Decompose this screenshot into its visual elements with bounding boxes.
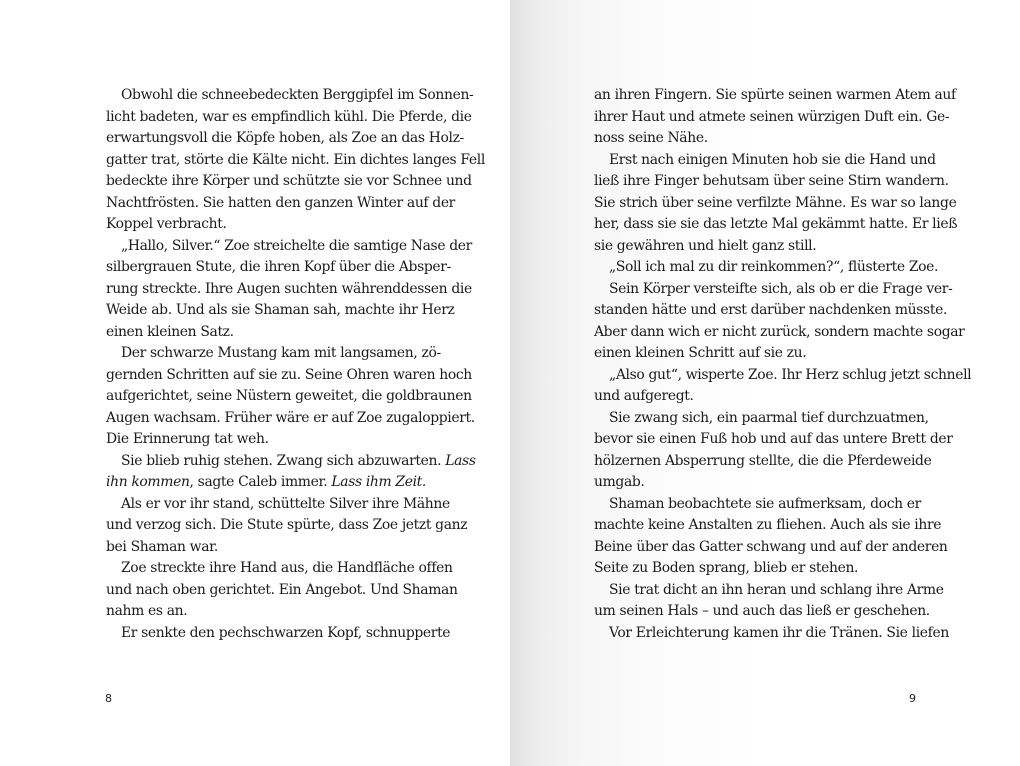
text-line: Erst nach einigen Minuten hob sie die Hand und — [609, 151, 936, 168]
italic-text: ihn kommen — [106, 474, 190, 490]
text-line: noss seine Nähe. — [594, 130, 708, 146]
text-line: bevor sie einen Fuß hob und auf das untere Brett der — [594, 431, 953, 447]
text-line: rung streckte. Ihre Augen suchten währenddessen die — [106, 280, 472, 297]
text-line: licht badeten, war es empfindlich kühl. Die Pferde, die — [106, 108, 472, 125]
text-line: Nachtfrösten. Sie hatten den ganzen Winter auf der — [106, 194, 455, 211]
text-line: erwartungsvoll die Köpfe hoben, als Zoe an das Holz- — [106, 130, 464, 146]
right-page — [510, 0, 1020, 766]
page-number-left: 8 — [105, 692, 112, 705]
text-line: gernden Schritten auf sie zu. Seine Ohren waren hoch — [106, 366, 472, 383]
text-line: Er senkte den pechschwarzen Kopf, schnupperte — [121, 624, 451, 641]
text-line: Obwohl die schneebedeckten Berggipfel im Sonnen- — [121, 87, 474, 103]
text-line: gatter trat, störte die Kälte nicht. Ein dichtes langes Fell — [106, 151, 485, 168]
right-page-text — [594, 85, 972, 644]
text-line: ließ ihre Finger behutsam über seine Stirn wandern. — [594, 173, 949, 189]
text-line: bedeckte ihre Körper und schützte sie vor Schnee und — [106, 173, 472, 189]
text-segment: , sagte Caleb immer. — [189, 474, 328, 490]
text-line: „Soll ich mal zu dir reinkommen?“, flüsterte Zoe. — [609, 259, 939, 275]
text-line: und nach oben gerichtet. Ein Angebot. Und Shaman — [106, 581, 458, 598]
text-line: Die Erinnerung tat weh. — [106, 431, 269, 447]
text-line: „Hallo, Silver.“ Zoe streichelte die samtige Nase der — [121, 237, 472, 254]
left-page-text — [106, 85, 485, 644]
text-line: einen kleinen Schritt auf sie zu. — [594, 345, 807, 361]
text-line: umgab. — [594, 474, 645, 490]
text-line: Sie zwang sich, ein paarmal tief durchzuatmen, — [609, 409, 929, 426]
text-line: Als er vor ihr stand, schüttelte Silver ihre Mähne — [121, 495, 450, 512]
text-line: und verzog sich. Die Stute spürte, dass Zoe jetzt ganz — [106, 517, 468, 533]
text-line: ihrer Haut und atmete seinen würzigen Duft ein. Ge- — [594, 108, 950, 125]
text-line: Augen wachsam. Früher wäre er auf Zoe zugaloppiert. — [106, 409, 475, 426]
text-line: hölzernen Absperrung stellte, die die Pferdeweide — [594, 452, 932, 469]
text-line: Zoe streckte ihre Hand aus, die Handfläche offen — [121, 560, 453, 576]
text-line: um seinen Hals – und auch das ließ er geschehen. — [594, 603, 930, 619]
text-line — [106, 451, 476, 473]
text-line: einen kleinen Satz. — [106, 323, 234, 340]
text-line: und aufgeregt. — [594, 388, 694, 404]
text-line: Beine über das Gatter schwang und auf der anderen — [594, 538, 948, 555]
text-line: Sie trat dicht an ihn heran und schlang ihre Arme — [609, 581, 944, 598]
text-line: Sie strich über seine verfilzte Mähne. Es war so lange — [594, 194, 957, 211]
text-line: Der schwarze Mustang kam mit langsamen, zö- — [121, 345, 441, 361]
italic-text: Lass — [445, 452, 476, 469]
text-line: Sein Körper versteifte sich, als ob er die Frage ver- — [609, 280, 953, 297]
text-line: Weide ab. Und als sie Shaman sah, machte ihr Herz — [106, 302, 455, 318]
text-line: machte keine Anstalten zu fliehen. Auch als sie ihre — [594, 517, 942, 533]
text-line: her, dass sie sie das letzte Mal gekämmt hatte. Er ließ — [594, 216, 958, 232]
page-number-right: 9 — [909, 692, 916, 705]
text-line — [106, 472, 426, 494]
text-line: Koppel verbracht. — [106, 216, 227, 232]
text-line: Aber dann wich er nicht zurück, sondern machte sogar — [594, 323, 965, 340]
text-line: standen hätte und erst darüber nachdenken müsste. — [594, 302, 948, 318]
italic-text: Lass ihm Zeit. — [331, 474, 426, 490]
text-line: aufgerichtet, seine Nüstern geweitet, die goldbraunen — [106, 388, 472, 404]
text-line: Seite zu Boden sprang, blieb er stehen. — [594, 560, 859, 576]
text-segment: Sie blieb ruhig stehen. Zwang sich abzuwarten. — [121, 452, 442, 469]
text-line: Vor Erleichterung kamen ihr die Tränen. Sie liefen — [609, 624, 949, 641]
text-line: Shaman beobachtete sie aufmerksam, doch er — [609, 495, 921, 512]
text-line: nahm es an. — [106, 603, 188, 619]
text-line: „Also gut“, wisperte Zoe. Ihr Herz schlug jetzt schnell — [609, 366, 972, 383]
text-line: an ihren Fingern. Sie spürte seinen warmen Atem auf — [594, 87, 956, 103]
text-line: bei Shaman war. — [106, 538, 218, 555]
text-line: silbergrauen Stute, die ihren Kopf über die Absper- — [106, 259, 451, 275]
text-line: sie gewähren und hielt ganz still. — [594, 237, 817, 254]
